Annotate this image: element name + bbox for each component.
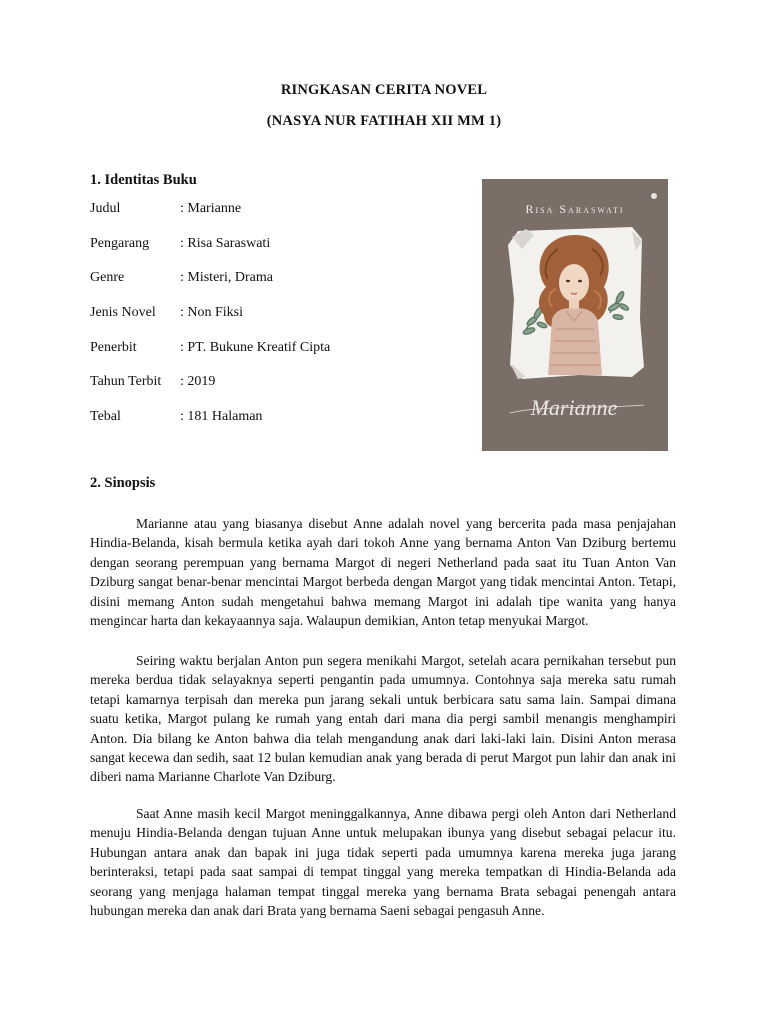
info-label: Genre [90,270,125,285]
info-row-publisher [90,340,330,360]
synopsis-paragraph-2: Seiring waktu berjalan Anton pun segera menikahi Margot, setelah acara pernikahan tersebut pun mereka berdua tidak selayaknya seperti pengantin pada umumnya. Contohnya saja mereka satu rumah tetapi kamarnya terpisah dan mereka pun jarang sekali untuk berbicara satu sama lain. Sampai dimana suatu ketika, Margot pulang ke rumah yang entah dari mana dia pergi sambil menangis menghampiri Anton. Dia bilang ke Anton bahwa dia telah mengandung anak dari laki-laki lain. Disini Anton merasa sangat kecewa dan sedih, saat 12 bulan kemudian anak yang berada di perut Margot pun lahir dan anak ini diberi nama Marianne Charlote Van Dziburg. [90,653,676,785]
info-row-author [90,236,270,256]
document-subtitle: (NASYA NUR FATIHAH XII MM 1) [266,113,502,129]
synopsis-paragraph-3: Saat Anne masih kecil Margot meninggalkannya, Anne dibawa pergi oleh Anton dari Netherland menuju Hindia-Belanda dengan tujuan Anne untuk melupakan ibunya yang disebut sebagai pelacur itu. Hubungan antara anak dan bapak ini juga tidak seperti pada umumnya karena mereka juga jarang berinteraksi, tetapi pada saat sampai di tempat tinggal yang mereka tempatkan di Hindia-Belanda ada seorang yang menjaga halaman tempat tinggal mereka yang bernama Brata sebagai penengah antara hubungan mereka dan anak dari Brata yang bernama Saeni sebagai pengasuh Anne. [90,806,676,919]
info-label: Jenis Novel [90,305,156,320]
info-value: : Risa Saraswati [180,236,271,251]
cover-author-text: Risa Saraswati [525,202,625,216]
synopsis-heading: 2. Sinopsis [90,475,156,491]
book-cover-image [482,179,668,451]
info-value: : Marianne [180,201,242,216]
cover-title-text: Marianne [530,395,618,420]
info-row-type [90,305,243,325]
document-title: RINGKASAN CERITA NOVEL [280,82,488,98]
info-row-genre [90,270,273,290]
synopsis-paragraph-1: Marianne atau yang biasanya disebut Anne adalah novel yang bercerita pada masa penjajahan Hindia-Belanda, kisah bermula ketika ayah dari tokoh Anne yang bernama Anton Van Dziburg bertemu dengan seorang perempuan yang bernama Margot di negeri Netherland pada saat itu Tuan Anton Van Dziburg sangat benar-benar mencintai Margot berbeda dengan Margot yang tidak mencintai Anton. Tetapi, disini memang Anton sudah mengetahui bahwa memang Margot ini adalah tipe wanita yang hanya mengincar harta dan kekayaannya saja. Walaupun demikian, Anton tetap menyukai Margot. [90,516,676,629]
info-value: : 2019 [180,374,216,389]
info-value: : 181 Halaman [180,409,263,424]
info-row-title [90,201,241,221]
info-label: Tebal [90,409,121,424]
info-label: Penerbit [90,340,137,355]
info-row-pages [90,409,262,429]
info-value: : Non Fiksi [180,305,244,320]
info-label: Judul [90,201,121,216]
info-row-year [90,374,215,394]
identity-heading: 1. Identitas Buku [90,172,197,188]
info-value: : Misteri, Drama [180,270,273,285]
info-value: : PT. Bukune Kreatif Cipta [180,340,331,355]
info-label: Pengarang [90,236,150,251]
info-label: Tahun Terbit [90,374,162,389]
